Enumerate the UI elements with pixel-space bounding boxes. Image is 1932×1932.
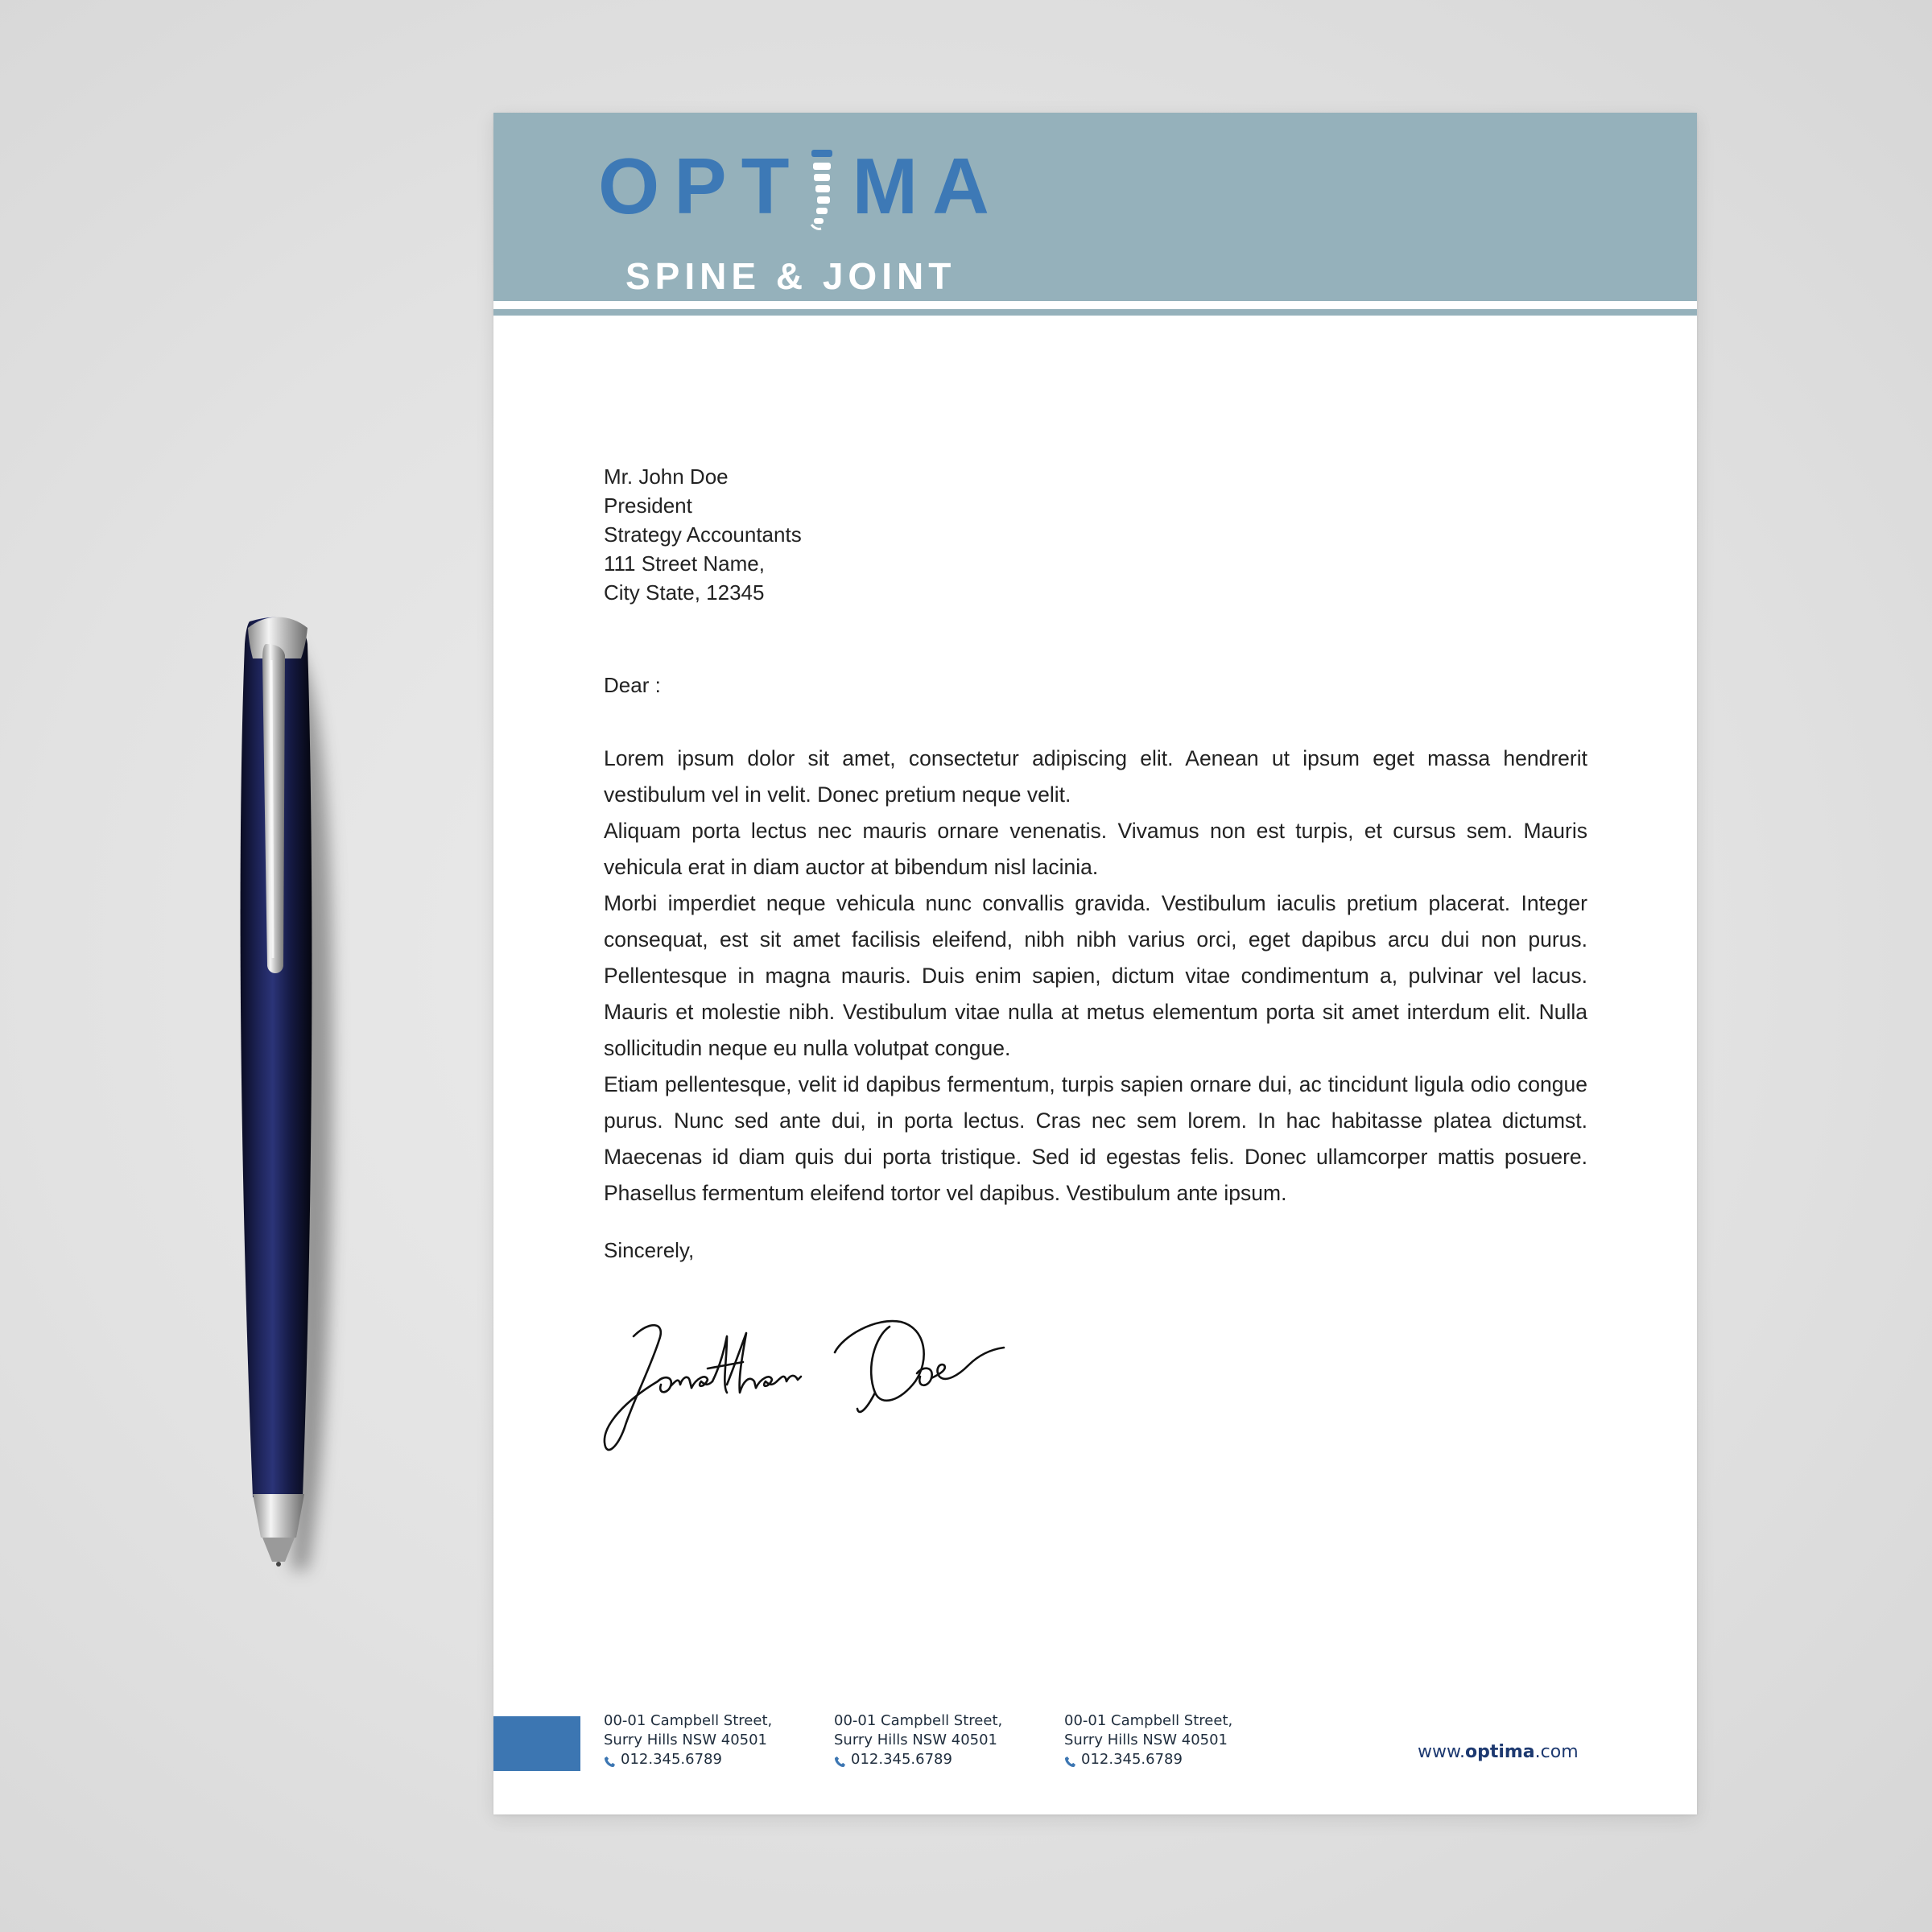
header-divider — [493, 309, 1697, 316]
website-suffix: .com — [1534, 1742, 1579, 1762]
body-paragraph: Aliquam porta lectus nec mauris ornare venenatis. Vivamus non est turpis, et cursus sem. Mauris vehicula erat in diam auctor at bibendum nisl lacinia. — [604, 819, 1587, 879]
office-street: 00-01 Campbell Street, — [1064, 1712, 1233, 1729]
recipient-street: 111 Street Name, — [604, 551, 765, 576]
phone-icon — [834, 1754, 846, 1766]
office-city: Surry Hills NSW 40501 — [834, 1732, 998, 1748]
letter-body — [604, 741, 1587, 1212]
ballpoint-pen — [233, 612, 322, 1578]
recipient-company: Strategy Accountants — [604, 522, 802, 547]
office-street: 00-01 Campbell Street, — [604, 1712, 773, 1729]
logo-wordmark-left: OPT — [598, 142, 804, 230]
office-phone — [604, 1750, 772, 1769]
office-phone — [1064, 1750, 1232, 1769]
phone-icon — [1064, 1754, 1076, 1766]
phone-icon — [604, 1754, 616, 1766]
website-domain: optima — [1464, 1742, 1535, 1762]
office-city: Surry Hills NSW 40501 — [1064, 1732, 1228, 1748]
body-paragraph: Etiam pellentesque, velit id dapibus fermentum, turpis sapien ornare dui, ac tincidunt ligula odio congue purus. Nunc sed ante dui, in porta lectus. Cras nec sem lorem. In hac habitasse platea dictumst. Maecenas id diam quis dui porta tristique. Sed id egestas felis. Donec ullamcorper mattis posuere. Phasellus fermentum eleifend tortor vel dapibus. Vestibulum ante ipsum. — [604, 1072, 1587, 1205]
closing: Sincerely, — [604, 1238, 695, 1262]
footer-office — [604, 1711, 772, 1769]
logo-wordmark-right: MA — [852, 142, 1004, 230]
office-phone-number: 012.345.6789 — [1081, 1751, 1183, 1768]
website-prefix: www. — [1418, 1742, 1465, 1762]
body-paragraph: Morbi imperdiet neque vehicula nunc convallis gravida. Vestibulum iaculis pretium placerat. Integer consequat, est sit amet facilisis eleifend, nibh nibh varius orci, eget dapibus arcu dui non purus. Pellentesque in magna mauris. Duis enim sapien, dictum vitae condimentum a, pulvinar vel lacus. Mauris et molestie nibh. Vestibulum vitae nulla at metus elementum porta sit amet interdum elit. Nulla sollicitudin neque eu nulla volutpat congue. — [604, 891, 1587, 1060]
salutation: Dear : — [604, 673, 661, 697]
office-street: 00-01 Campbell Street, — [834, 1712, 1003, 1729]
recipient-title: President — [604, 493, 692, 518]
footer-office — [1064, 1711, 1232, 1769]
logo-subtitle: SPINE & JOINT — [625, 255, 956, 297]
footer-office — [834, 1711, 1002, 1769]
spine-icon — [803, 145, 840, 233]
recipient-city: City State, 12345 — [604, 580, 765, 605]
office-city: Surry Hills NSW 40501 — [604, 1732, 768, 1748]
recipient-address — [604, 462, 802, 607]
website-link[interactable] — [1418, 1742, 1579, 1762]
signature — [601, 1304, 1036, 1465]
office-phone-number: 012.345.6789 — [621, 1751, 722, 1768]
body-paragraph: Lorem ipsum dolor sit amet, consectetur adipiscing elit. Aenean ut ipsum eget massa hendrerit vestibulum vel in velit. Donec pretium neque velit. — [604, 746, 1587, 807]
office-phone — [834, 1750, 1002, 1769]
letterhead-sheet — [493, 113, 1697, 1814]
logo-wordmark — [598, 142, 1004, 230]
office-phone-number: 012.345.6789 — [851, 1751, 952, 1768]
recipient-name: Mr. John Doe — [604, 464, 729, 489]
footer-accent-block — [493, 1716, 580, 1771]
company-logo — [598, 142, 1017, 295]
